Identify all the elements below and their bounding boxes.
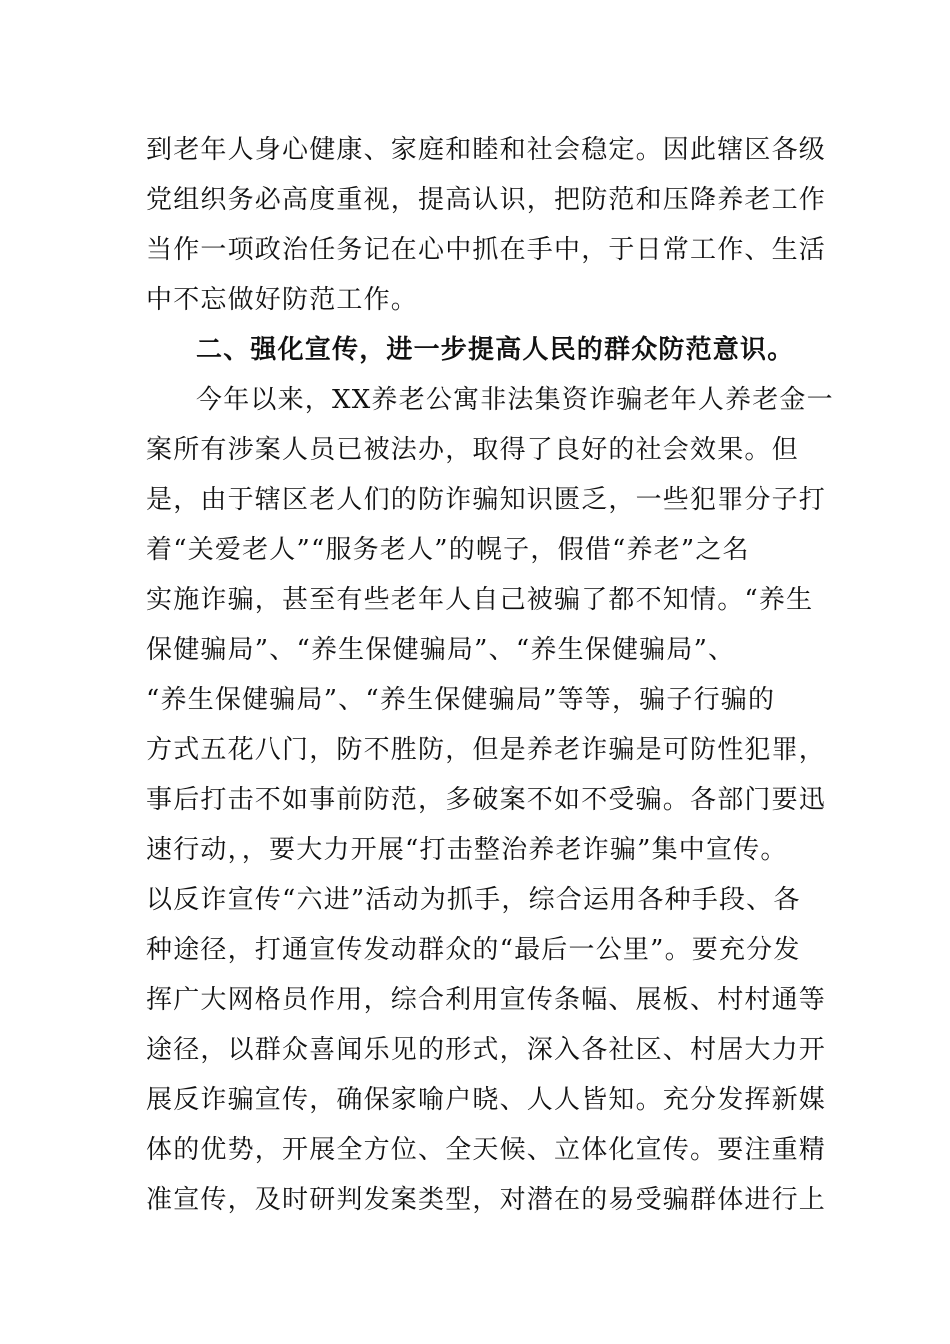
text-line: 今年以来，XX养老公寓非法集资诈骗老年人养老金一 — [196, 385, 834, 415]
text-line: 案所有涉案人员已被法办，取得了良好的社会效果。但 — [146, 435, 799, 465]
text-line: 方式五花八门，防不胜防，但是养老诈骗是可防性犯罪， — [146, 735, 827, 765]
text-line: 途径，以群众喜闻乐见的形式，深入各社区、村居大力开 — [146, 1035, 827, 1065]
text-line: 实施诈骗，甚至有些老年人自己被骗了都不知情。“养生 — [146, 585, 814, 615]
text-line: 是，由于辖区老人们的防诈骗知识匮乏，一些犯罪分子打 — [146, 485, 827, 515]
text-line: 挥广大网格员作用，综合利用宣传条幅、展板、村村通等 — [146, 985, 827, 1015]
section-heading: 二、强化宣传，进一步提高人民的群众防范意识。 — [196, 335, 795, 365]
text-line: 展反诈骗宣传，确保家喻户晓、人人皆知。充分发挥新媒 — [146, 1085, 827, 1115]
text-line: 准宣传，及时研判发案类型，对潜在的易受骗群体进行上 — [146, 1185, 827, 1215]
text-line: 着“关爱老人”“服务老人”的幌子，假借“养老”之名 — [146, 535, 750, 565]
text-line: 到老年人身心健康、家庭和睦和社会稳定。因此辖区各级 — [146, 135, 827, 165]
text-line: “养生保健骗局”、“养生保健骗局”等等，骗子行骗的 — [146, 685, 776, 715]
text-line: 体的优势，开展全方位、全天候、立体化宣传。要注重精 — [146, 1135, 827, 1165]
text-line: 党组织务必高度重视，提高认识，把防范和压降养老工作 — [146, 185, 827, 215]
text-line: 以反诈宣传“六进”活动为抓手，综合运用各种手段、各 — [146, 885, 801, 915]
text-line: 中不忘做好防范工作。 — [146, 285, 419, 315]
text-line: 当作一项政治任务记在心中抓在手中，于日常工作、生活 — [146, 235, 827, 265]
text-line: 速行动，，要大力开展“打击整治养老诈骗”集中宣传。 — [146, 835, 788, 865]
text-line: 事后打击不如事前防范，多破案不如不受骗。各部门要迅 — [146, 785, 827, 815]
text-line: 种途径，打通宣传发动群众的“最后一公里”。要充分发 — [146, 935, 801, 965]
text-line: 保健骗局”、“养生保健骗局”、“养生保健骗局”、 — [146, 635, 736, 665]
